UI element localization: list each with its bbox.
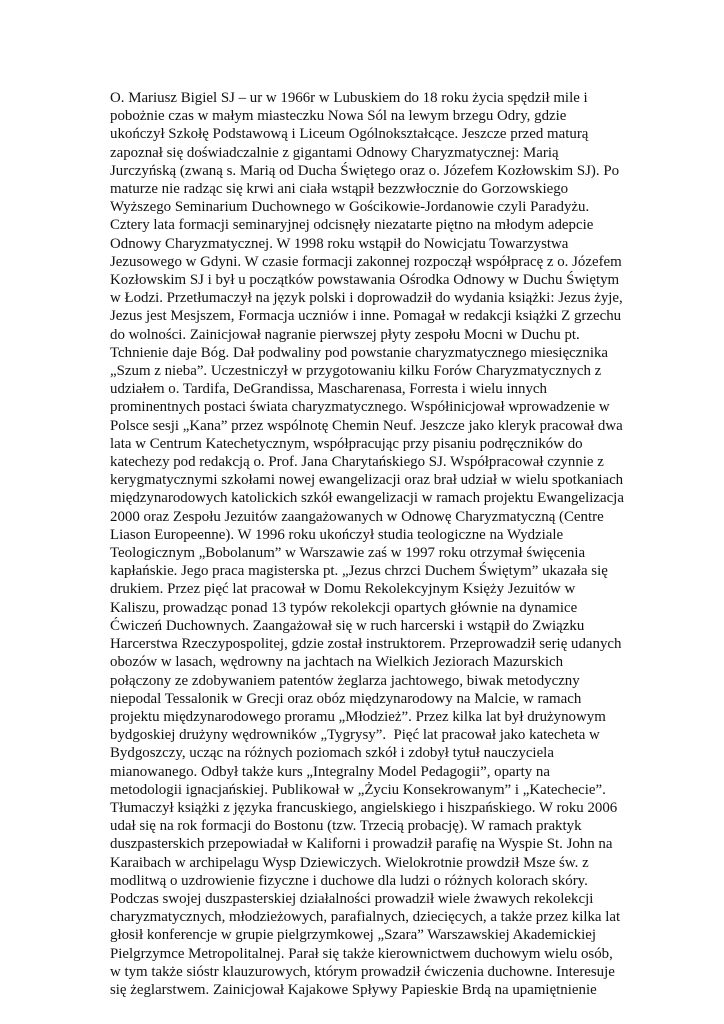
text-line: bydgoskiej drużyny wędrowników „Tygrysy”. Pięć lat pracował jako katecheta w (110, 727, 600, 744)
text-line: do wolności. Zainicjował nagranie pierwszej płyty zespołu Mocni w Duchu pt. (110, 326, 580, 343)
text-line: Podczas swojej duszpasterskiej działalności prowadził wiele żwawych rekolekcji (110, 890, 594, 907)
text-line: Harcerstwa Rzeczypospolitej, gdzie został instruktorem. Przeprowadził serię udanych (110, 636, 622, 653)
text-line: „Szum z nieba”. Uczestniczył w przygotowaniu kilku Forów Charyzmatycznych z (110, 363, 602, 380)
text-line: Cztery lata formacji seminaryjnej odcisnęły niezatarte piętno na młodym adepcie (110, 217, 594, 234)
text-line: Wyższego Seminarium Duchownego w Gościkowie-Jordanowie czyli Paradyżu. (110, 199, 590, 216)
text-line: głosił konferencje w grupie pielgrzymkowej „Szara” Warszawskiej Akademickiej (110, 927, 597, 944)
text-line: Teologicznym „Bobolanum” w Warszawie zaś w 1997 roku otrzymał święcenia (110, 545, 586, 562)
text-line: udziałem o. Tardifa, DeGrandissa, Mascharenasa, Forresta i wielu innych (110, 381, 547, 398)
text-line: Jezusowego w Gdyni. W czasie formacji zakonnej rozpoczął współpracę z o. Józefem (110, 253, 622, 270)
text-line: Ćwiczeń Duchownych. Zaangażował się w ruch harcerski i wstąpił do Związku (110, 617, 585, 634)
text-line: w tym także sióstr klauzurowych, którym prowadził ćwiczenia duchowne. Interesuje (110, 963, 615, 980)
text-line: maturze nie radząc się krwi ani ciała wstąpił bezzwłocznie do Gorzowskiego (110, 181, 569, 198)
text-line: Tłumaczył książki z języka francuskiego, angielskiego i hiszpańskiego. W roku 2006 (110, 799, 618, 816)
text-line: Jurczyńską (zwaną s. Marią od Ducha Świętego oraz o. Józefem Kozłowskim SJ). Po (110, 162, 620, 179)
text-line: duszpasterskich przepowiadał w Kaliforni i prowadził parafię na Wyspie St. John na (110, 836, 613, 853)
text-line: udał się na rok formacji do Bostonu (tzw. Trzecią probację). W ramach praktyk (110, 818, 582, 835)
text-line: kapłańskie. Jego praca magisterska pt. „Jezus chrzci Duchem Świętym” ukazała się (110, 563, 608, 580)
text-line: charyzmatycznych, młodzieżowych, parafialnych, dziecięcych, a także przez kilka lat (110, 909, 621, 926)
text-line: modlitwą o uzdrowienie fizyczne i duchowe dla ludzi o różnych kolorach skóry. (110, 872, 588, 889)
text-line: mianowanego. Odbył także kurs „Integralny Model Pedagogii”, oparty na (110, 763, 550, 780)
text-line: metodologii ignacjańskiej. Publikował w „Życiu Konsekrowanym” i „Katechecie”. (110, 781, 606, 798)
text-line: projektu międzynarodowego proramu „Młodzież”. Przez kilka lat był drużynowym (110, 708, 606, 725)
text-line: Tchnienie daje Bóg. Dał podwaliny pod powstanie charyzmatycznego miesięcznika (110, 344, 609, 361)
text-line: 2000 oraz Zespołu Jezuitów zaangażowanych w Odnowę Charyzmatyczną (Centre (110, 508, 604, 525)
text-line: obozów w lasach, wędrowny na jachtach na Wielkich Jeziorach Mazurskich (110, 654, 564, 671)
text-line: w Łodzi. Przetłumaczył na język polski i doprowadził do wydania książki: Jezus żyje, (110, 290, 623, 307)
text-line: Karaibach w archipelagu Wysp Dziewiczych. Wielokrotnie prowdził Msze św. z (110, 854, 589, 871)
text-line: Kaliszu, prowadząc ponad 13 typów rekolekcji opartych głównie na dynamice (110, 599, 578, 616)
text-line: międzynarodowych katolickich szkół ewangelizacji w ramach projektu Ewangelizacja (110, 490, 624, 507)
text-line: połączony ze zdobywaniem patentów żeglarza jachtowego, biwak metodyczny (110, 672, 580, 689)
text-line: drukiem. Przez pięć lat pracował w Domu Rekolekcyjnym Księży Jezuitów w (110, 581, 576, 598)
text-line: Odnowy Charyzmatycznej. W 1998 roku wstąpił do Nowicjatu Towarzystwa (110, 235, 569, 252)
text-line: kerygmatycznymi szkołami nowej ewangelizacji oraz brał udział w wielu spotkaniach (110, 472, 624, 489)
text-line: się żeglarstwem. Zainicjował Kajakowe Spływy Papieskie Brdą na upamiętnienie (110, 981, 597, 998)
text-line: ukończył Szkołę Podstawową i Liceum Ogólnokształcące. Jeszcze przed maturą (110, 126, 589, 143)
text-line: pobożnie czas w małym miasteczku Nowa Sól na lewym brzegu Odry, gdzie (110, 108, 567, 125)
text-line: Bydgoszczy, ucząc na różnych poziomach szkół i zdobył tytuł nauczyciela (110, 745, 554, 762)
text-line: prominentnych postaci świata charyzmatycznego. Współinicjował wprowadzenie w (110, 399, 610, 416)
biography-paragraph (110, 89, 630, 999)
text-line: lata w Centrum Katechetycznym, współpracując przy pisaniu podręczników do (110, 435, 583, 452)
text-line: katechezy pod redakcją o. Prof. Jana Charytańskiego SJ. Współpracował czynnie z (110, 454, 604, 471)
text-line: Kozłowskim SJ i był u początków powstawania Ośrodka Odnowy w Duchu Świętym (110, 272, 620, 289)
text-line: Liason Europeenne). W 1996 roku ukończył studia teologiczne na Wydziale (110, 526, 564, 543)
text-line: Pielgrzymce Metropolitalnej. Parał się także kierownictwem duchowym wielu osób, (110, 945, 613, 962)
text-line: Jezus jest Mesjszem, Formacja uczniów i inne. Pomagał w redakcji książki Z grzechu (110, 308, 622, 325)
text-line: O. Mariusz Bigiel SJ – ur w 1966r w Lubuskiem do 18 roku życia spędził mile i (110, 90, 588, 106)
text-line: Polsce sesji „Kana” przez wspólnotę Chemin Neuf. Jeszcze jako kleryk pracował dwa (110, 417, 623, 434)
text-line: zapoznał się doświadczalnie z gigantami Odnowy Charyzmatycznej: Marią (110, 144, 559, 161)
text-line: niepodal Tessalonik w Grecji oraz obóz międzynarodowy na Malcie, w ramach (110, 690, 582, 707)
